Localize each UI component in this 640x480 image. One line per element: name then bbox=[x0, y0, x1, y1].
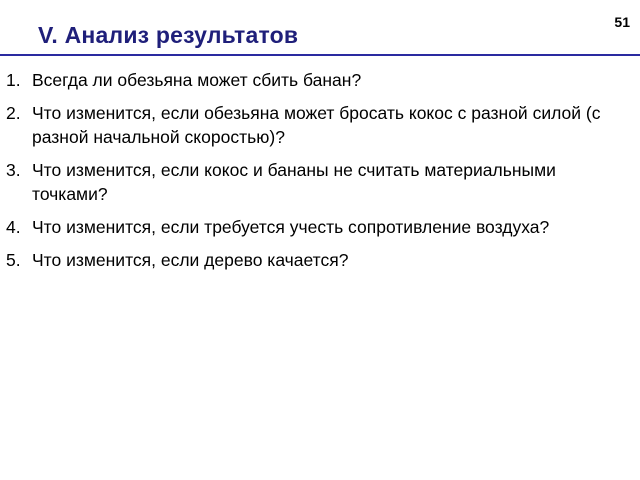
list-item-number: 4. bbox=[6, 217, 21, 237]
list-item-text: Что изменится, если обезьяна может бросать кокос с разной силой (с разной начальной скоростью)? bbox=[32, 103, 601, 147]
question-list bbox=[6, 68, 628, 281]
list-item-text: Всегда ли обезьяна может сбить банан? bbox=[32, 70, 362, 90]
slide-title: V. Анализ результатов bbox=[38, 22, 299, 48]
list-item bbox=[6, 158, 628, 206]
list-item bbox=[6, 101, 628, 149]
list-item-text: Что изменится, если дерево качается? bbox=[32, 250, 349, 270]
list-item-number: 5. bbox=[6, 250, 21, 270]
list-item-number: 3. bbox=[6, 160, 21, 180]
list-item bbox=[6, 215, 628, 239]
list-item bbox=[6, 68, 628, 92]
list-item-number: 1. bbox=[6, 70, 21, 90]
title-divider bbox=[0, 54, 640, 56]
list-item-text: Что изменится, если требуется учесть сопротивление воздуха? bbox=[32, 217, 550, 237]
list-item-text: Что изменится, если кокос и бананы не считать материальными точками? bbox=[32, 160, 556, 204]
list-item bbox=[6, 248, 628, 272]
page-number: 51 bbox=[614, 14, 630, 30]
list-item-number: 2. bbox=[6, 103, 21, 123]
